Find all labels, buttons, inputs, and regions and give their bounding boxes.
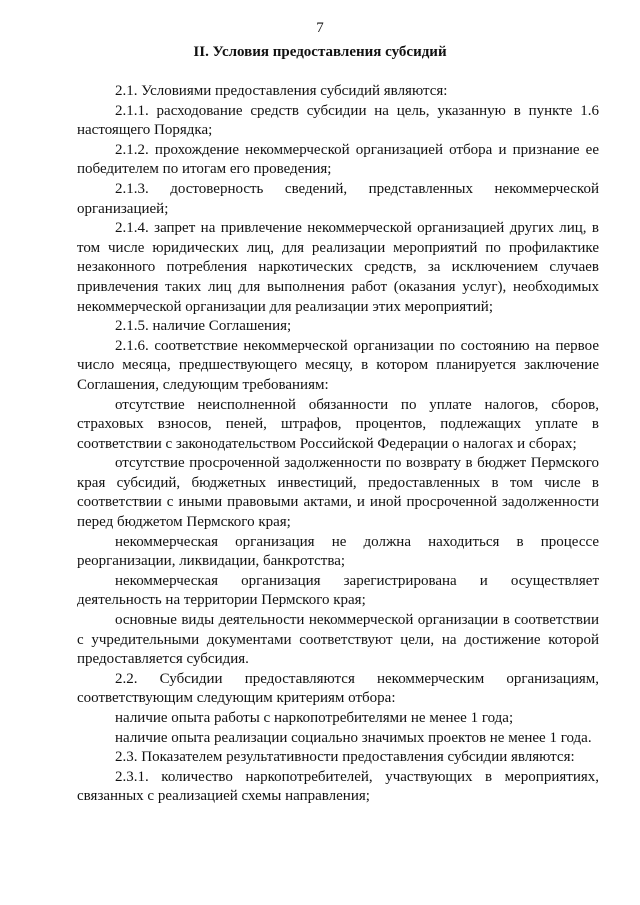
- section-title: II. Условия предоставления субсидий: [193, 44, 447, 60]
- paragraph-2-1-5: 2.1.5. наличие Соглашения;: [115, 318, 292, 335]
- paragraph-2-3-1: 2.3.1. количество наркопотребителей, участвующих в мероприятиях, связанных с реализацией схемы направления;: [77, 768, 599, 805]
- criterion-experience-social-projects: наличие опыта реализации социально значимых проектов не менее 1 года.: [115, 729, 592, 746]
- paragraph-2-1: 2.1. Условиями предоставления субсидий являются:: [115, 83, 448, 99]
- paragraph-2-2: 2.2. Субсидии предоставляются некоммерческим организациям, соответствующим следующим критериям отбора:: [77, 670, 599, 707]
- requirement-no-reorganization: некоммерческая организация не должна находиться в процессе реорганизации, ликвидации, банкротства;: [77, 533, 599, 570]
- document-body: [77, 82, 599, 807]
- paragraph-2-1-6: 2.1.6. соответствие некоммерческой организации по состоянию на первое число месяца, предшествующего месяцу, в котором планируется заключение Соглашения, следующим требованиям:: [77, 337, 599, 393]
- paragraph-2-1-4: 2.1.4. запрет на привлечение некоммерческой организацией других лиц, в том числе юридических лиц, для реализации мероприятий по профилактике незаконного потребления наркотических средств, за исключением случаев привлечения таких лиц для выполнения работ (оказания услуг), необходимых некоммерческой организации для реализации этих мероприятий;: [77, 220, 599, 315]
- paragraph-2-1-2: 2.1.2. прохождение некоммерческой организацией отбора и признание ее победителем по итогам его проведения;: [77, 141, 599, 178]
- paragraph-2-3: 2.3. Показателем результативности предоставления субсидии являются:: [115, 749, 575, 766]
- criterion-experience-drug-users: наличие опыта работы с наркопотребителями не менее 1 года;: [115, 710, 514, 726]
- requirement-activity-matches-purpose: основные виды деятельности некоммерческой организации в соответствии с учредительными документами соответствуют цели, на достижение которой предоставляется субсидия.: [77, 612, 599, 668]
- paragraph-2-1-3: 2.1.3. достоверность сведений, представленных некоммерческой организацией;: [77, 180, 599, 217]
- requirement-registered-in-perm: некоммерческая организация зарегистрирована и осуществляет деятельность на территории Пермского края;: [77, 572, 599, 609]
- paragraph-2-1-1: 2.1.1. расходование средств субсидии на цель, указанную в пункте 1.6 настоящего Порядка;: [77, 102, 599, 139]
- requirement-no-tax-debt: отсутствие неисполненной обязанности по уплате налогов, сборов, страховых взносов, пеней, штрафов, процентов, подлежащих уплате в соответствии с законодательством Российской Федерации о налогах и сборах;: [77, 396, 599, 452]
- requirement-no-overdue-debt: отсутствие просроченной задолженности по возврату в бюджет Пермского края субсидий, бюджетных инвестиций, предоставленных в том числе в соответствии с иными правовыми актами, и иной просроченной задолженности перед бюджетом Пермского края;: [77, 455, 599, 531]
- page-number: 7: [316, 20, 324, 36]
